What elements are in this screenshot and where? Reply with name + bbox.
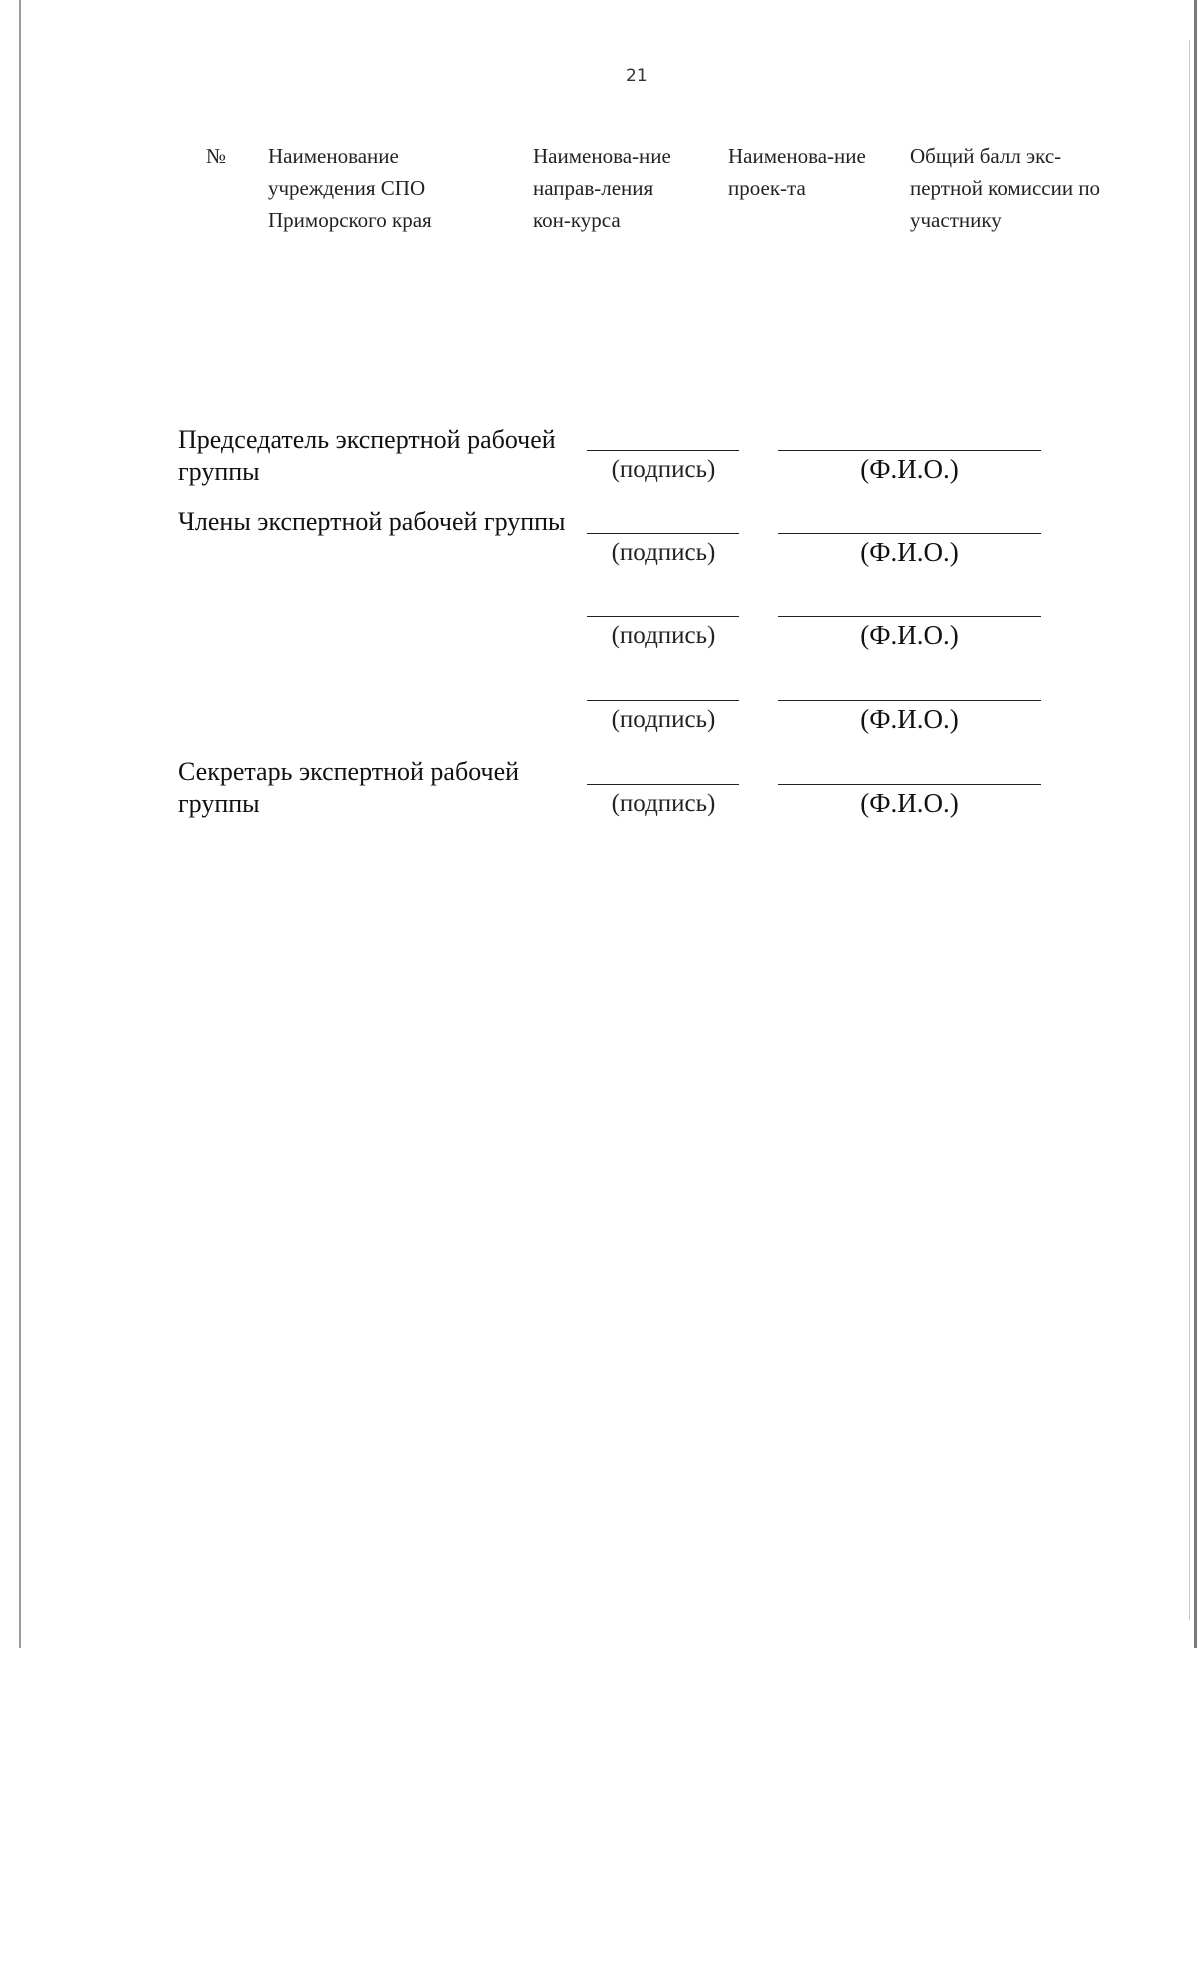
secretary-signature-line bbox=[587, 784, 739, 785]
secretary-label: Секретарь экспертной рабочей группы bbox=[178, 757, 520, 818]
chair-signature-caption: (подпись) bbox=[611, 456, 716, 483]
column-header-score: Общий балл экс-пертной комиссии по участнику bbox=[910, 144, 1101, 232]
chair-fio-caption: (Ф.И.О.) bbox=[860, 454, 959, 484]
member-2-signature-caption: (подпись) bbox=[611, 622, 716, 649]
member-2-fio-line bbox=[778, 616, 1041, 617]
member-3-fio-caption: (Ф.И.О.) bbox=[860, 704, 959, 734]
secretary-signature-caption: (подпись) bbox=[611, 790, 716, 817]
members-label: Члены экспертной рабочей группы bbox=[178, 507, 566, 536]
page-edge-right bbox=[1194, 0, 1197, 1648]
member-2-fio-caption: (Ф.И.О.) bbox=[860, 620, 959, 650]
member-1-signature-caption: (подпись) bbox=[611, 539, 716, 566]
page-edge-left bbox=[19, 0, 21, 1648]
chair-signature-line bbox=[587, 450, 739, 451]
page-number: 21 bbox=[626, 66, 648, 86]
member-3-signature-line bbox=[587, 700, 739, 701]
column-header-number: № bbox=[206, 144, 227, 168]
member-1-fio-line bbox=[778, 533, 1041, 534]
chair-label: Председатель экспертной рабочей группы bbox=[178, 425, 556, 486]
chair-fio-line bbox=[778, 450, 1041, 451]
member-1-signature-line bbox=[587, 533, 739, 534]
column-header-project: Наименова-ние проек-та bbox=[728, 144, 866, 200]
member-2-signature-line bbox=[587, 616, 739, 617]
member-3-signature-caption: (подпись) bbox=[611, 706, 716, 733]
column-header-direction: Наименова-ние направ-ления кон-курса bbox=[533, 144, 671, 232]
secretary-fio-line bbox=[778, 784, 1041, 785]
page-edge-right-inner bbox=[1189, 40, 1190, 1620]
member-3-fio-line bbox=[778, 700, 1041, 701]
secretary-fio-caption: (Ф.И.О.) bbox=[860, 788, 959, 818]
member-1-fio-caption: (Ф.И.О.) bbox=[860, 537, 959, 567]
column-header-institution: Наименование учреждения СПО Приморского края bbox=[268, 144, 432, 232]
